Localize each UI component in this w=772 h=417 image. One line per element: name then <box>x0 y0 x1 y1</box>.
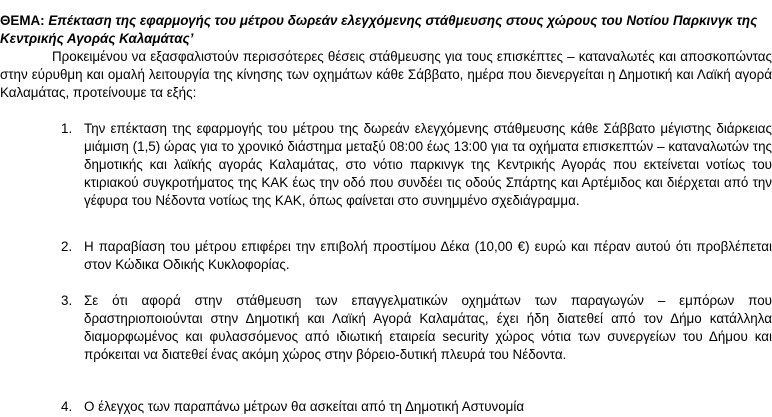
list-item-text: Σε ότι αφορά στην στάθμευση των επαγγελματικών οχημάτων των παραγωγών – εμπόρων που δραστηριοποιούνται στην Δημοτική και Λαϊκή Αγορά Καλαμάτας, έχει ήδη διατεθεί από τον Δήμο κατάλληλα διαμορφωμένος και φυλασσόμενος από ιδιωτική εταιρεία security χώρος νότια των συνεργείων του Δήμου και πρόκειται να διατεθεί ένας ακόμη χώρος στην βόρειο-δυτική πλευρά του Νέδοντα. <box>84 293 772 362</box>
list-item-number: 2. <box>61 239 73 254</box>
list-item-text: Ο έλεγχος των παραπάνω μέτρων θα ασκείται από τη Δημοτική Αστυνομία <box>84 399 525 414</box>
intro-text: Προκειμένου να εξασφαλιστούν περισσότερες θέσεις στάθμευσης για τους επισκέπτες – καταναλωτές και αποσκοπώντας στην εύρυθμη και ομαλή λειτουργία της κίνησης των οχημάτων κάθε Σάββατο, ημέρα που διενεργείται η Δημοτική και Λαϊκή αγορά Καλαμάτας, προτείνουμε τα εξής: <box>0 49 772 100</box>
document-title <box>0 12 772 48</box>
list-item-text: Την επέκταση της εφαρμογής του μέτρου της δωρεάν ελεγχόμενης στάθμευσης κάθε Σάββατο μέγιστης διάρκειας μιάμιση (1,5) ώρας για το χρονικό διάστημα μεταξύ 08:00 έως 13:00 για τα οχήματα επισκεπτών – καταναλωτών της δημοτικής και λαϊκής αγοράς Καλαμάτας, στο νότιο παρκινγκ της Κεντρικής Αγοράς που εκτείνεται νοτίως του κτιριακού συγκροτήματος της ΚΑΚ έως την οδό που συνδέει τις οδούς Σπάρτης και Αρτέμιδος και διέρχεται από την γέφυρα του Νέδοντα νοτίως της ΚΑΚ, όπως φαίνεται στο συνημμένο σχεδιάγραμμα. <box>84 121 772 208</box>
list-item-number: 4. <box>61 399 73 414</box>
intro-paragraph <box>0 48 772 102</box>
list-item-number: 3. <box>61 293 73 308</box>
title-text: Επέκταση της εφαρμογής του μέτρου δωρεάν ελεγχόμενης στάθμευσης στους χώρους του Νοτίου Παρκινγκ της Κεντρικής Αγοράς Καλαμάτας’ <box>0 13 758 46</box>
list-item-text: Η παραβίαση του μέτρου επιφέρει την επιβολή προστίμου Δέκα (10,00 €) ευρώ και πέραν αυτού ότι προβλέπεται στον Κώδικα Οδικής Κυκλοφορίας. <box>84 239 772 272</box>
title-label: ΘΕΜΑ: <box>0 13 45 28</box>
list-item-number: 1. <box>61 121 73 136</box>
